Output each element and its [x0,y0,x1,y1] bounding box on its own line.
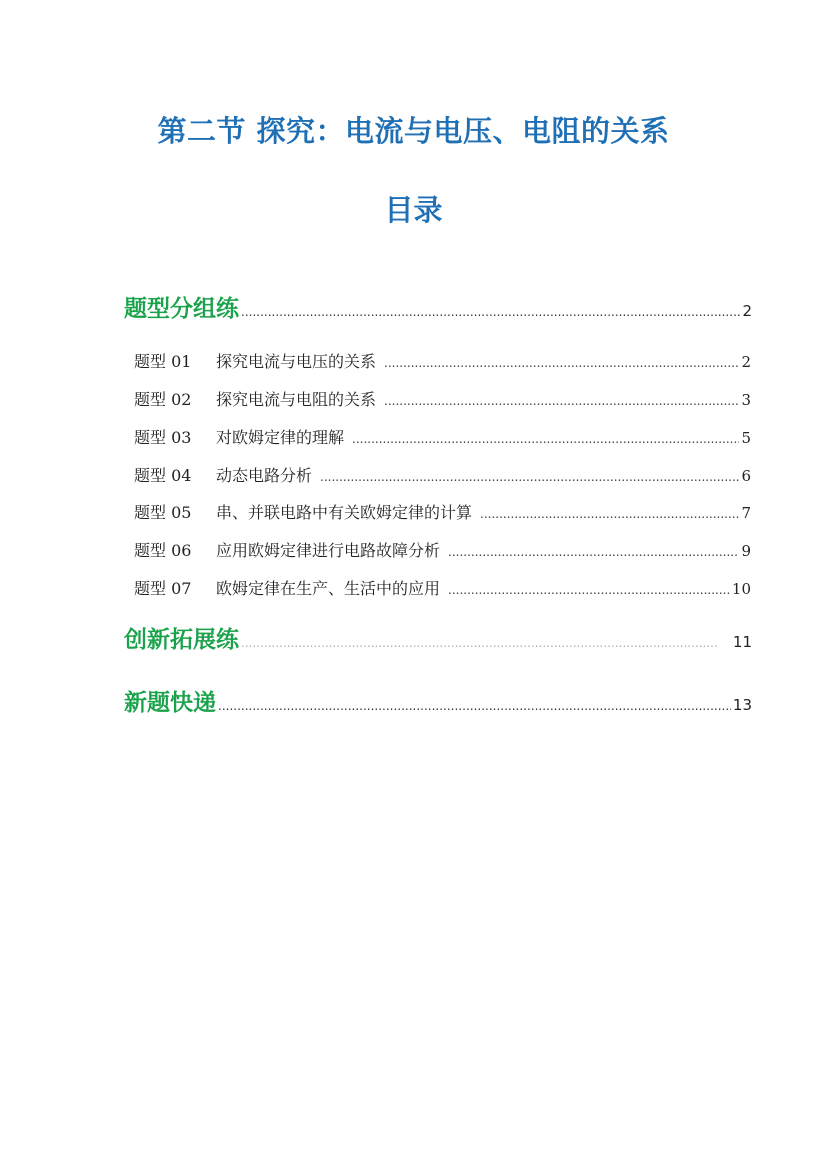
toc-section-label: 新题快递 [124,690,216,716]
toc-section-1[interactable] [124,290,752,323]
document-title: 第二节 探究：电流与电压、电阻的关系 [157,114,670,148]
toc-leader-dots [352,432,739,446]
toc-item-label: 应用欧姆定律进行电路故障分析 [216,541,441,560]
toc-item-code: 题型 07 [134,579,192,598]
toc-item-2[interactable] [134,387,751,410]
toc-item-label: 串、并联电路中有关欧姆定律的计算 [216,503,473,522]
toc-page-number: 6 [741,467,751,485]
toc-item-code: 题型 02 [134,390,192,409]
toc-item-7[interactable] [134,576,751,599]
toc-page-number: 5 [741,429,751,447]
toc-item-label: 探究电流与电阻的关系 [216,390,377,409]
toc-section-3[interactable] [124,684,752,717]
toc-item-5[interactable] [134,500,751,523]
toc-page-number: 3 [741,391,751,409]
toc-item-1[interactable] [134,349,751,372]
toc-item-3[interactable] [134,425,751,448]
toc-page-number: 7 [741,504,751,522]
toc-leader-dots [320,470,739,484]
toc-item-code: 题型 04 [134,466,192,485]
toc-item-label: 对欧姆定律的理解 [216,428,345,447]
toc-page-number: 13 [732,696,752,714]
toc-page-number: 10 [731,580,751,598]
toc-section-label: 题型分组练 [124,296,239,322]
toc-leader-dots [480,507,739,521]
toc-page-number: 11 [732,633,752,651]
toc-item-code: 题型 06 [134,541,192,560]
toc-item-code: 题型 01 [134,352,192,371]
toc-section-label: 创新拓展练 [124,627,239,653]
toc-leader-dots [241,305,740,319]
toc-item-code: 题型 05 [134,503,192,522]
toc-heading: 目录 [384,193,443,227]
toc-leader-dots [241,636,717,650]
toc-item-label: 动态电路分析 [216,466,313,485]
toc-item-code: 题型 03 [134,428,192,447]
toc-item-label: 欧姆定律在生产、生活中的应用 [216,579,441,598]
toc-item-label: 探究电流与电压的关系 [216,352,377,371]
toc-leader-dots [448,545,739,559]
toc-leader-dots [384,356,739,370]
toc-section-2[interactable] [124,621,752,654]
toc-page-number: 9 [741,542,751,560]
toc-item-6[interactable] [134,538,751,561]
toc-page-number: 2 [741,353,751,371]
toc-page-number: 2 [742,302,752,320]
toc-item-4[interactable] [134,463,751,486]
toc-leader-dots [448,583,730,597]
toc-leader-dots [384,394,739,408]
toc-leader-dots [218,699,731,713]
